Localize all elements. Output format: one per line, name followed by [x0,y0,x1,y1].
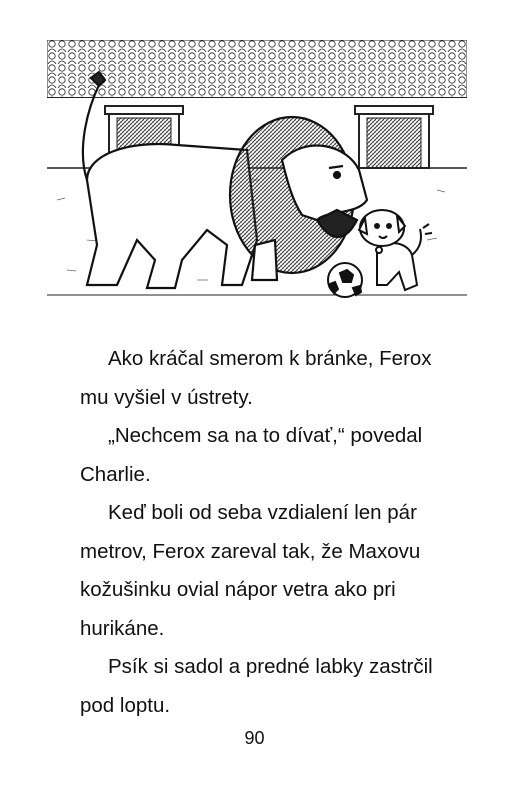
football [328,263,362,297]
paragraph-3: Keď boli od seba vzdialení len pár metrov, Ferox zareval tak, že Maxovu kožušinku ovial nápor vetra ako pri hurikáne. [80,501,421,640]
story-text [80,340,460,725]
paragraph-4: Psík si sadol a predné labky zastrčil pod loptu. [80,655,433,717]
right-goal [355,106,433,168]
paragraph-2: „Nechcem sa na to dívať,“ povedal Charlie. [80,424,423,486]
page-number: 90 [244,728,265,748]
story-illustration [47,40,467,302]
puppy [359,210,432,290]
paragraph-1: Ako kráčal smerom k bránke, Ferox mu vyšiel v ústrety. [80,347,432,409]
